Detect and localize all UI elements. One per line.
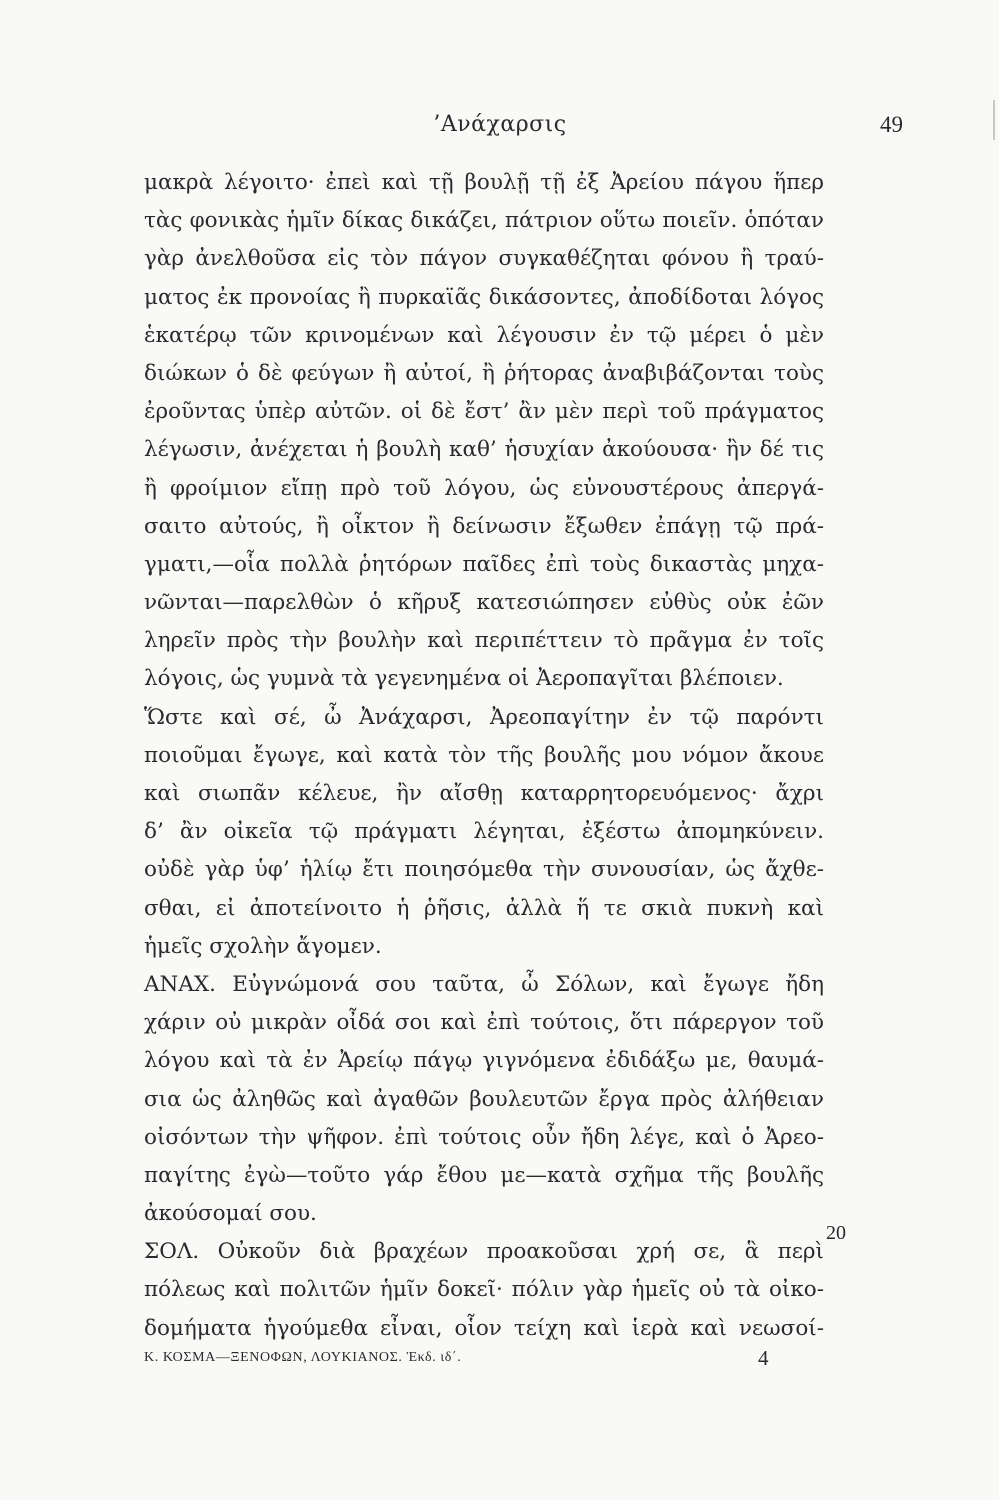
running-title: ’Ανάχαρσις [433, 112, 567, 137]
text-line: οὐδὲ γὰρ ὑφ’ ἡλίῳ ἔτι ποιησόμεθα τὴν συνουσίαν, ὡς ἄχθε- [144, 857, 824, 883]
text-line: χάριν οὐ μικρὰν οἶδά σοι καὶ ἐπὶ τούτοις, ὅτι πάρεργον τοῦ [144, 1010, 824, 1036]
text-line: σια ὡς ἀληθῶς καὶ ἀγαθῶν βουλευτῶν ἔργα πρὸς ἀλήθειαν [144, 1086, 824, 1112]
text-line: δ’ ἂν οἰκεῖα τῷ πράγματι λέγηται, ἐξέστω ἀπομηκύνειν. [144, 819, 824, 845]
text-line: ΑΝΑΧ. Εὐγνώμονά σου ταῦτα, ὦ Σόλων, καὶ ἔγωγε ἤδη [144, 971, 824, 997]
text-line: ματος ἐκ προνοίας ἢ πυρκαϊᾶς δικάσοντες, ἀποδίδοται λόγος [144, 284, 824, 310]
text-line: πόλεως καὶ πολιτῶν ἡμῖν δοκεῖ· πόλιν γὰρ ἡμεῖς οὐ τὰ οἰκο- [144, 1277, 824, 1303]
text-line: ἢ φροίμιον εἴπῃ πρὸ τοῦ λόγου, ὡς εὐνουστέρους ἀπεργά- [144, 475, 824, 501]
page-number: 49 [880, 112, 903, 137]
text-line: λόγου καὶ τὰ ἐν Ἀρείῳ πάγῳ γιγνόμενα ἐδιδάξω με, θαυμά- [144, 1048, 824, 1074]
text-line: οἰσόντων τὴν ψῆφον. ἐπὶ τούτοις οὖν ἤδη λέγε, καὶ ὁ Ἀρεο- [144, 1124, 824, 1150]
text-line: γματι,—οἷα πολλὰ ῥητόρων παῖδες ἐπὶ τοὺς δικαστὰς μηχα- [144, 551, 824, 577]
text-line: ἡμεῖς σχολὴν ἄγομεν. [144, 933, 382, 959]
text-line: ἀκούσομαί σου. [144, 1201, 317, 1227]
text-line: καὶ σιωπᾶν κέλευε, ἢν αἴσθῃ καταρρητορευόμενος· ἄχρι [144, 781, 824, 806]
margin-line-number: 20 [826, 1222, 846, 1244]
text-line: τὰς φονικὰς ἡμῖν δίκας δικάζει, πάτριον οὕτω ποιεῖν. ὁπόταν [144, 208, 824, 234]
text-line: ΣΟΛ. Οὐκοῦν διὰ βραχέων προακοῦσαι χρή σε, ἃ περὶ [144, 1239, 824, 1265]
text-line: λόγοις, ὡς γυμνὰ τὰ γεγενημένα οἱ Ἀεροπαγῖται βλέποιεν. [144, 666, 784, 692]
body-text [144, 164, 824, 1348]
text-line: λέγωσιν, ἀνέχεται ἡ βουλὴ καθ’ ἡσυχίαν ἀκούουσα· ἢν δέ τις [144, 437, 824, 463]
text-line: παγίτης ἐγὼ—τοῦτο γάρ ἔθου με—κατὰ σχῆμα τῆς βουλῆς [144, 1162, 824, 1188]
signature-mark: 4 [758, 1346, 769, 1370]
text-line: γὰρ ἀνελθοῦσα εἰς τὸν πάγον συγκαθέζηται φόνου ἢ τραύ- [144, 246, 824, 272]
text-line: ληρεῖν πρὸς τὴν βουλὴν καὶ περιπέττειν τὸ πρᾶγμα ἐν τοῖς [144, 628, 824, 654]
text-line: ἑκατέρῳ τῶν κρινομένων καὶ λέγουσιν ἐν τῷ μέρει ὁ μὲν [144, 322, 824, 348]
text-line: διώκων ὁ δὲ φεύγων ἢ αὐτοί, ἢ ῥήτορας ἀναβιβάζονται τοὺς [144, 360, 824, 386]
text-line: Ὥστε καὶ σέ, ὦ Ἀνάχαρσι, Ἀρεοπαγίτην ἐν τῷ παρόντι [144, 704, 824, 730]
text-line: μακρὰ λέγοιτο· ἐπεὶ καὶ τῇ βουλῇ τῇ ἐξ Ἀρείου πάγου ἥπερ [144, 170, 824, 195]
page-edge-mark [993, 100, 995, 140]
text-line: σαιτο αὐτούς, ἢ οἶκτον ἢ δείνωσιν ἔξωθεν ἐπάγῃ τῷ πρά- [144, 513, 824, 539]
text-line: σθαι, εἰ ἀποτείνοιτο ἡ ῥῆσις, ἀλλὰ ἥ τε σκιὰ πυκνὴ καὶ [144, 895, 824, 921]
text-line: δομήματα ἡγούμεθα εἶναι, οἷον τείχη καὶ ἱερὰ καὶ νεωσοί- [144, 1315, 824, 1341]
text-line: ἐροῦντας ὑπὲρ αὐτῶν. οἱ δὲ ἔστ’ ἂν μὲν περὶ τοῦ πράγματος [144, 399, 824, 425]
printer-signature: Κ. ΚΟΣΜΑ—ΞΕΝΟΦΩΝ, ΛΟΥΚΙΑΝΟΣ. Ἐκδ. ιδ΄. [144, 1350, 462, 1365]
text-line: νῶνται—παρελθὼν ὁ κῆρυξ κατεσιώπησεν εὐθὺς οὐκ ἐῶν [144, 590, 824, 616]
text-line: ποιοῦμαι ἔγωγε, καὶ κατὰ τὸν τῆς βουλῆς μου νόμον ἄκουε [144, 742, 824, 768]
